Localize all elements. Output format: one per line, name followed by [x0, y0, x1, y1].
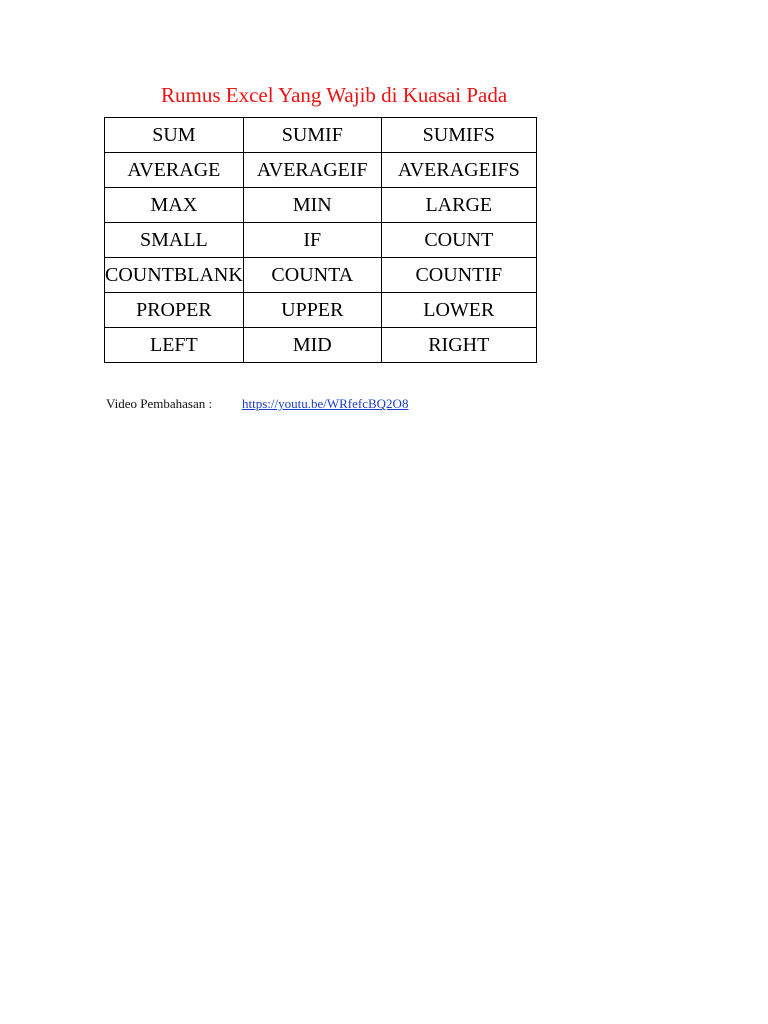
table-cell: COUNTA [243, 258, 381, 293]
table-cell: MID [243, 328, 381, 363]
video-label: Video Pembahasan : [106, 396, 213, 411]
table-cell: LARGE [381, 188, 536, 223]
table-cell: SUMIF [243, 118, 381, 153]
table-cell: COUNT [381, 223, 536, 258]
table-row [105, 153, 537, 188]
table-cell: SUM [105, 118, 244, 153]
table-cell: SMALL [105, 223, 244, 258]
table-row [105, 328, 537, 363]
table-cell: AVERAGEIFS [381, 153, 536, 188]
table-cell: RIGHT [381, 328, 536, 363]
table-cell: LOWER [381, 293, 536, 328]
table-cell: COUNTIF [381, 258, 536, 293]
table-cell: MIN [243, 188, 381, 223]
table-row [105, 293, 537, 328]
table-cell: IF [243, 223, 381, 258]
table-cell: PROPER [105, 293, 244, 328]
table-cell: UPPER [243, 293, 381, 328]
table-cell: COUNTBLANK [105, 258, 244, 293]
table-cell: SUMIFS [381, 118, 536, 153]
table-row [105, 258, 537, 293]
table-row [105, 118, 537, 153]
table-cell: LEFT [105, 328, 244, 363]
table-cell: AVERAGEIF [243, 153, 381, 188]
page-title: Rumus Excel Yang Wajib di Kuasai Pada [161, 83, 508, 107]
table-row [105, 223, 537, 258]
video-link[interactable]: https://youtu.be/WRfefcBQ2O8 [242, 396, 409, 411]
excel-functions-table [104, 117, 537, 363]
table-cell: AVERAGE [105, 153, 244, 188]
table-cell: MAX [105, 188, 244, 223]
table-row [105, 188, 537, 223]
